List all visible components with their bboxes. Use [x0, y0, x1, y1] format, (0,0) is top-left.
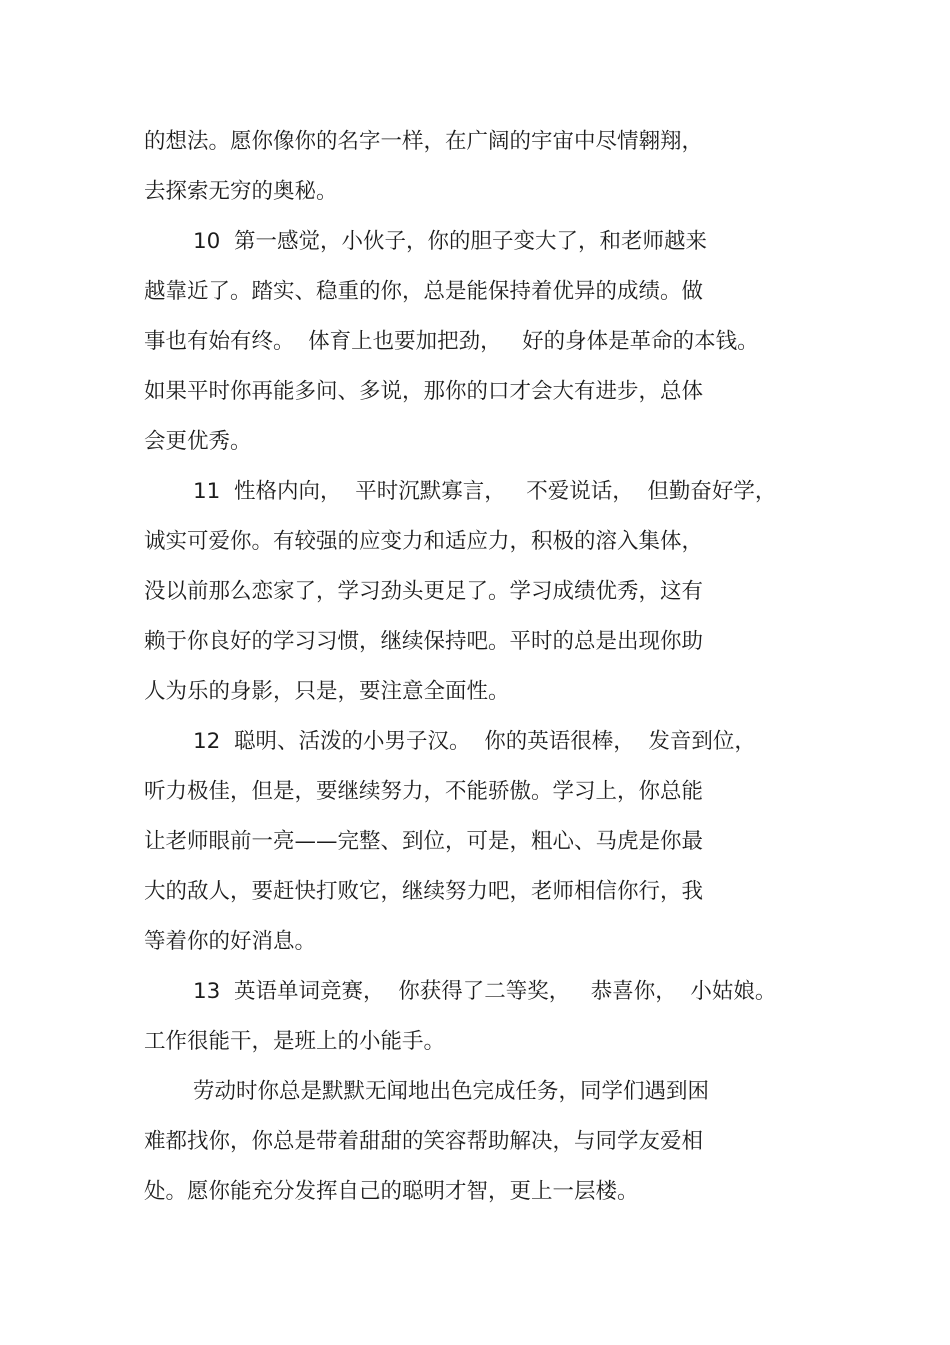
text-line: 赖于你良好的学习习惯，继续保持吧。平时的总是出现你助: [144, 629, 704, 654]
text-line: 如果平时你再能多问、多说，那你的口才会大有进步，总体: [144, 379, 704, 404]
text-line: 人为乐的身影，只是，要注意全面性。: [144, 679, 510, 704]
text-line: 越靠近了。踏实、稳重的你，总是能保持着优异的成绩。做: [144, 279, 704, 304]
text-line: 会更优秀。: [144, 429, 252, 454]
text-line: 工作很能干，是班上的小能手。: [144, 1029, 446, 1054]
text-line: 去探索无穷的奥秘。: [144, 179, 338, 204]
text-line: 诚实可爱你。有较强的应变力和适应力，积极的溶入集体，: [144, 529, 704, 554]
paragraph-12-start: 12 聪明、活泼的小男子汉。 你的英语很棒， 发音到位，: [193, 729, 756, 754]
paragraph-labor-start: 劳动时你总是默默无闻地出色完成任务，同学们遇到困: [193, 1079, 710, 1104]
text-line: 的想法。愿你像你的名字一样，在广阔的宇宙中尽情翱翔，: [144, 129, 704, 154]
text-line: 等着你的好消息。: [144, 929, 317, 954]
text-line: 难都找你，你总是带着甜甜的笑容帮助解决，与同学友爱相: [144, 1129, 704, 1154]
text-line: 事也有始有终。 体育上也要加把劲， 好的身体是革命的本钱。: [144, 329, 759, 354]
text-line: 听力极佳，但是，要继续努力，不能骄傲。学习上，你总能: [144, 779, 704, 804]
text-line: 让老师眼前一亮——完整、到位，可是，粗心、马虎是你最: [144, 829, 704, 854]
paragraph-10-start: 10 第一感觉，小伙子，你的胆子变大了，和老师越来: [193, 229, 708, 254]
paragraph-11-start: 11 性格内向， 平时沉默寡言， 不爱说话， 但勤奋好学，: [193, 479, 777, 504]
text-line: 没以前那么恋家了，学习劲头更足了。学习成绩优秀，这有: [144, 579, 704, 604]
text-line: 处。愿你能充分发挥自己的聪明才智，更上一层楼。: [144, 1179, 639, 1204]
paragraph-13-start: 13 英语单词竞赛， 你获得了二等奖， 恭喜你， 小姑娘。: [193, 979, 777, 1004]
text-line: 大的敌人，要赶快打败它，继续努力吧，老师相信你行，我: [144, 879, 704, 904]
